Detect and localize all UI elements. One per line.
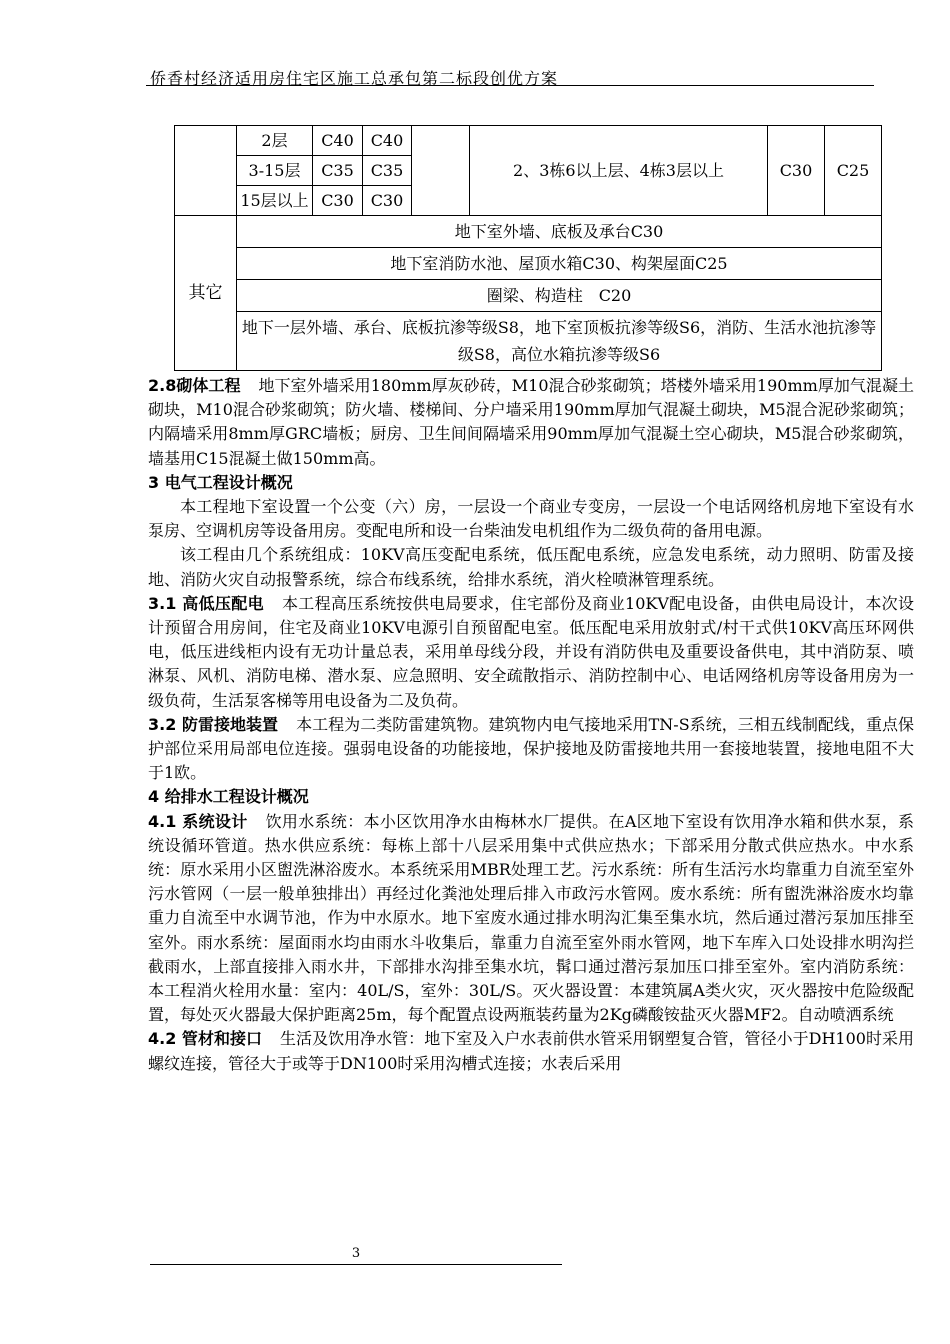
section-3-2 <box>148 713 914 786</box>
section-heading: 3 电气工程设计概况 <box>148 472 293 492</box>
concrete-spec-table <box>174 125 882 371</box>
section-3-1 <box>148 592 914 713</box>
section-4-2 <box>148 1027 914 1075</box>
table-cell-grade: C30 <box>768 126 825 216</box>
table-cell-other: 地下室外墙、底板及承台C30 <box>237 216 882 248</box>
section-text: 本工程为二类防雷建筑物。建筑物内电气接地采用TN-S系统，三相五线制配线，重点保护部位采用局部电位连接。强弱电设备的功能接地，保护接地及防雷接地共用一套接地装置，接地电阻不大于1欧。 <box>148 714 914 783</box>
table-row <box>175 126 882 156</box>
table-cell-other: 地下一层外墙、承台、底板抗渗等级S8，地下室顶板抗渗等级S6，消防、生活水池抗渗等级S8，高位水箱抗渗等级S6 <box>237 312 882 371</box>
section-text: 饮用水系统：本小区饮用净水由梅林水厂提供。在A区地下室设有饮用净水箱和供水泵，系统设循环管道。热水供应系统：每栋上部十八层采用集中式供应热水；下部采用分散式供应热水。中水系统：原水采用小区盥洗淋浴废水。本系统采用MBR处理工艺。污水系统：所有生活污水均靠重力自流至室外污水管网（一层一般单独排出）再经过化粪池处理后排入市政污水管网。废水系统：所有盥洗淋浴废水均靠重力自流至中水调节池，作为中水原水。地下室废水通过排水明沟汇集至集水坑，然后通过潜污泵加压排至室外。雨水系统：屋面雨水均由雨水斗收集后，靠重力自流至室外雨水管网，地下车库入口处设排水明沟拦截雨水，上部直接排入雨水井，下部排水沟排至集水坑，髯口通过潜污泵加压口排至室外。室内消防系统：本工程消火栓用水量：室内：40L/S，室外：30L/S。灭火器设置：本建筑属A类火灾，灭火器按中危险级配置，每处灭火器最大保护距离25m，每个配置点设两瓶装药量为2Kg磷酸铵盐灭火器MF2。自动喷洒系统 <box>148 811 915 1025</box>
table-cell-building-desc: 2、3栋6以上层、4栋3层以上 <box>470 126 768 216</box>
section-heading: 3.1 高低压配电 <box>148 593 264 613</box>
table-cell-floor: 15层以上 <box>237 186 313 216</box>
table-cell-empty <box>175 126 237 216</box>
table-row <box>175 280 882 312</box>
section-text: 本工程高压系统按供电局要求，住宅部份及商业10KV配电设备，由供电局设计，本次设计预留合用房间，住宅及商业10KV电源引自预留配电室。低压配电采用放射式/村干式供10KV高压环网供电，低压进线柜内设有无功计量总表，采用单母线分段，并设有消防供电及重要设备供电，其中消防泵、喷淋泵、风机、消防电梯、潜水泵、应急照明、安全疏散指示、消防控制中心、电话网络机房等设备用房为一级负荷，生活泵客梯等用电设备为二及负荷。 <box>148 593 914 710</box>
page-number: 3 <box>346 1246 366 1261</box>
paragraph: 本工程地下室设置一个公变（六）房，一层设一个商业专变房，一层设一个电话网络机房地下室设有水泵房、空调机房等设备用房。变配电所和设一台柴油发电机组作为二级负荷的备用电源。 <box>148 497 914 541</box>
table-cell-grade: C40 <box>363 126 412 156</box>
table-cell-grade: C30 <box>363 186 412 216</box>
table-cell-other-label: 其它 <box>175 216 237 371</box>
section-heading: 4.1 系统设计 <box>148 811 248 831</box>
section-heading: 4 给排水工程设计概况 <box>148 787 309 807</box>
table-cell-grade: C35 <box>363 156 412 186</box>
section-text: 地下室外墙采用180mm厚灰砂砖，M10混合砂浆砌筑；塔楼外墙采用190mm厚加气混凝土砌块，M10混合砂浆砌筑；防火墙、楼梯间、分户墙采用190mm厚加气混凝土砌块，M5混合泥砂浆砌筑；内隔墙采用8mm厚GRC墙板；厨房、卫生间间隔墙采用90mm厚加气混凝土空心砌块，M5混合砂浆砌筑，墙基用C15混凝土做150mm高。 <box>148 376 914 468</box>
table-cell-floor: 3-15层 <box>237 156 313 186</box>
table-cell-grade: C40 <box>313 126 363 156</box>
table-row <box>175 216 882 248</box>
table-cell-empty <box>412 126 470 216</box>
section-text: 生活及饮用净水管：地下室及入户水表前供水管采用钢塑复合管，管径小于DH100时采用螺纹连接，管径大于或等于DN100时采用沟槽式连接；水表后采用 <box>148 1029 914 1073</box>
paragraph: 该工程由几个系统组成：10KV高压变配电系统，低压配电系统，应急发电系统，动力照明、防雷及接地、消防火灾自动报警系统，综合布线系统，给排水系统，消火栓喷淋管理系统。 <box>148 545 914 589</box>
section-heading: 3.2 防雷接地装置 <box>148 714 279 734</box>
document-body <box>148 374 914 1076</box>
table-row <box>175 312 882 371</box>
table-cell-grade: C25 <box>825 126 882 216</box>
table-cell-other: 圈梁、构造柱 C20 <box>237 280 882 312</box>
page-header-title: 侨香村经济适用房住宅区施工总承包第二标段创优方案 <box>150 69 559 88</box>
section-4-1 <box>148 810 914 1028</box>
section-heading: 2.8砌体工程 <box>148 376 241 395</box>
table-cell-floor: 2层 <box>237 126 313 156</box>
table-row <box>175 248 882 280</box>
section-2-8 <box>148 374 914 471</box>
table-cell-grade: C35 <box>313 156 363 186</box>
table-cell-grade: C30 <box>313 186 363 216</box>
footer-rule <box>150 1264 562 1265</box>
section-heading: 4.2 管材和接口 <box>148 1029 263 1049</box>
table-cell-other: 地下室消防水池、屋顶水箱C30、构架屋面C25 <box>237 248 882 280</box>
header-rule <box>146 85 874 86</box>
